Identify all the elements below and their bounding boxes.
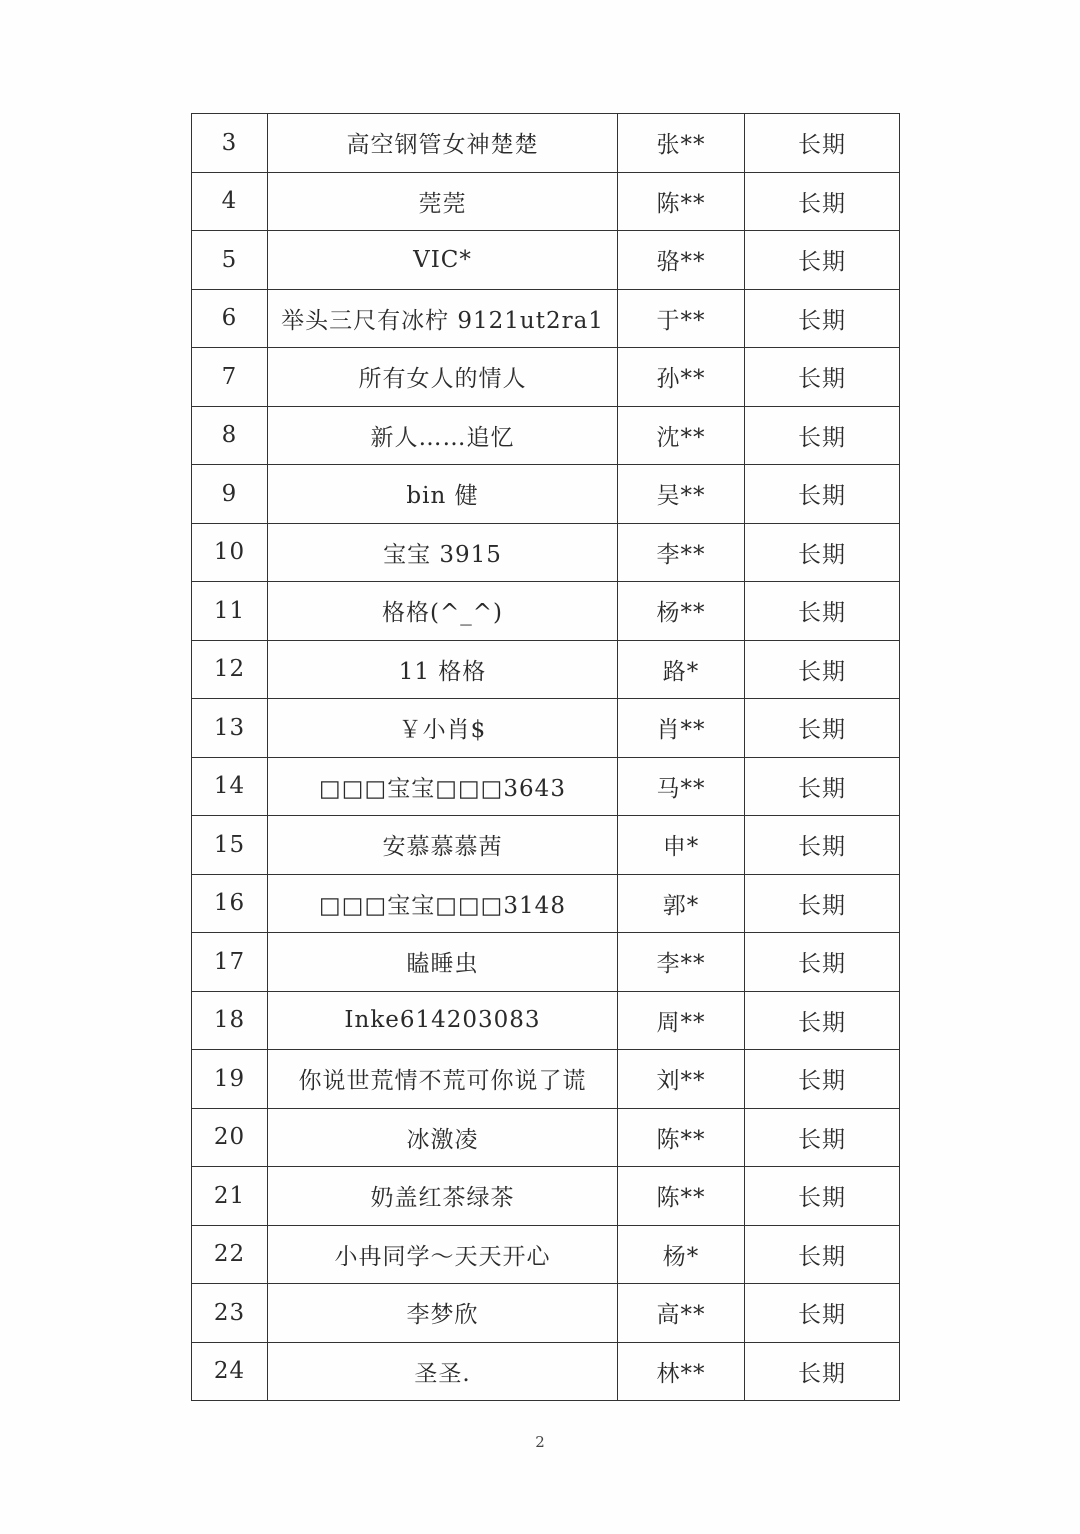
roster-table	[191, 113, 900, 1401]
nickname-cell: 格格(^_^)	[268, 582, 618, 641]
term-cell: 长期	[745, 289, 900, 348]
row-number-cell: 11	[192, 582, 268, 641]
masked-name-cell: 马**	[618, 757, 745, 816]
nickname-cell: 莞莞	[268, 172, 618, 231]
masked-name-cell: 孙**	[618, 348, 745, 407]
term-cell: 长期	[745, 1342, 900, 1401]
masked-name-cell: 高**	[618, 1284, 745, 1343]
nickname-cell: 高空钢管女神楚楚	[268, 114, 618, 173]
nickname-cell: 你说世荒情不荒可你说了谎	[268, 1050, 618, 1109]
term-cell: 长期	[745, 991, 900, 1050]
masked-name-cell: 于**	[618, 289, 745, 348]
table-row	[192, 465, 900, 524]
term-cell: 长期	[745, 699, 900, 758]
nickname-cell: VIC*	[268, 231, 618, 290]
masked-name-cell: 陈**	[618, 1108, 745, 1167]
masked-name-cell: 林**	[618, 1342, 745, 1401]
row-number-cell: 10	[192, 523, 268, 582]
nickname-cell: 奶盖红茶绿茶	[268, 1167, 618, 1226]
table-row	[192, 1284, 900, 1343]
term-cell: 长期	[745, 172, 900, 231]
masked-name-cell: 陈**	[618, 1167, 745, 1226]
table-row	[192, 289, 900, 348]
row-number-cell: 3	[192, 114, 268, 173]
masked-name-cell: 申*	[618, 816, 745, 875]
table-row	[192, 231, 900, 290]
row-number-cell: 14	[192, 757, 268, 816]
table-row	[192, 816, 900, 875]
masked-name-cell: 周**	[618, 991, 745, 1050]
nickname-cell: 圣圣.	[268, 1342, 618, 1401]
table-row	[192, 1167, 900, 1226]
row-number-cell: 13	[192, 699, 268, 758]
masked-name-cell: 杨*	[618, 1225, 745, 1284]
term-cell: 长期	[745, 1225, 900, 1284]
masked-name-cell: 骆**	[618, 231, 745, 290]
roster-table-body	[192, 114, 900, 1401]
row-number-cell: 21	[192, 1167, 268, 1226]
term-cell: 长期	[745, 816, 900, 875]
term-cell: 长期	[745, 874, 900, 933]
row-number-cell: 16	[192, 874, 268, 933]
term-cell: 长期	[745, 348, 900, 407]
term-cell: 长期	[745, 933, 900, 992]
nickname-cell: 宝宝 3915	[268, 523, 618, 582]
row-number-cell: 22	[192, 1225, 268, 1284]
table-row	[192, 348, 900, 407]
nickname-cell: ￥小肖$	[268, 699, 618, 758]
term-cell: 长期	[745, 114, 900, 173]
table-row	[192, 172, 900, 231]
masked-name-cell: 吴**	[618, 465, 745, 524]
masked-name-cell: 杨**	[618, 582, 745, 641]
nickname-cell: 小冉同学～天天开心	[268, 1225, 618, 1284]
masked-name-cell: 刘**	[618, 1050, 745, 1109]
term-cell: 长期	[745, 1167, 900, 1226]
nickname-cell: 举头三尺有冰柠 9121ut2ra1	[268, 289, 618, 348]
row-number-cell: 18	[192, 991, 268, 1050]
nickname-cell: Inke614203083	[268, 991, 618, 1050]
term-cell: 长期	[745, 465, 900, 524]
masked-name-cell: 张**	[618, 114, 745, 173]
term-cell: 长期	[745, 523, 900, 582]
row-number-cell: 24	[192, 1342, 268, 1401]
nickname-cell: □□□宝宝□□□3643	[268, 757, 618, 816]
term-cell: 长期	[745, 757, 900, 816]
term-cell: 长期	[745, 582, 900, 641]
masked-name-cell: 李**	[618, 523, 745, 582]
term-cell: 长期	[745, 1108, 900, 1167]
table-row	[192, 1225, 900, 1284]
row-number-cell: 23	[192, 1284, 268, 1343]
table-row	[192, 699, 900, 758]
table-row	[192, 933, 900, 992]
row-number-cell: 20	[192, 1108, 268, 1167]
masked-name-cell: 肖**	[618, 699, 745, 758]
table-row	[192, 114, 900, 173]
page-number: 2	[535, 1433, 545, 1451]
row-number-cell: 5	[192, 231, 268, 290]
nickname-cell: 冰激凌	[268, 1108, 618, 1167]
row-number-cell: 4	[192, 172, 268, 231]
masked-name-cell: 沈**	[618, 406, 745, 465]
nickname-cell: 所有女人的情人	[268, 348, 618, 407]
term-cell: 长期	[745, 1284, 900, 1343]
masked-name-cell: 李**	[618, 933, 745, 992]
masked-name-cell: 陈**	[618, 172, 745, 231]
row-number-cell: 7	[192, 348, 268, 407]
row-number-cell: 12	[192, 640, 268, 699]
table-row	[192, 874, 900, 933]
table-row	[192, 1342, 900, 1401]
nickname-cell: 瞌睡虫	[268, 933, 618, 992]
table-row	[192, 640, 900, 699]
nickname-cell: bin 健	[268, 465, 618, 524]
masked-name-cell: 路*	[618, 640, 745, 699]
nickname-cell: 新人……追忆	[268, 406, 618, 465]
table-row	[192, 582, 900, 641]
table-row	[192, 1108, 900, 1167]
table-row	[192, 406, 900, 465]
term-cell: 长期	[745, 1050, 900, 1109]
row-number-cell: 19	[192, 1050, 268, 1109]
table-row	[192, 1050, 900, 1109]
table-row	[192, 991, 900, 1050]
table-row	[192, 757, 900, 816]
term-cell: 长期	[745, 640, 900, 699]
row-number-cell: 15	[192, 816, 268, 875]
row-number-cell: 17	[192, 933, 268, 992]
row-number-cell: 9	[192, 465, 268, 524]
nickname-cell: □□□宝宝□□□3148	[268, 874, 618, 933]
term-cell: 长期	[745, 231, 900, 290]
row-number-cell: 8	[192, 406, 268, 465]
row-number-cell: 6	[192, 289, 268, 348]
term-cell: 长期	[745, 406, 900, 465]
nickname-cell: 李梦欣	[268, 1284, 618, 1343]
masked-name-cell: 郭*	[618, 874, 745, 933]
table-row	[192, 523, 900, 582]
nickname-cell: 安慕慕慕茜	[268, 816, 618, 875]
nickname-cell: 11 格格	[268, 640, 618, 699]
